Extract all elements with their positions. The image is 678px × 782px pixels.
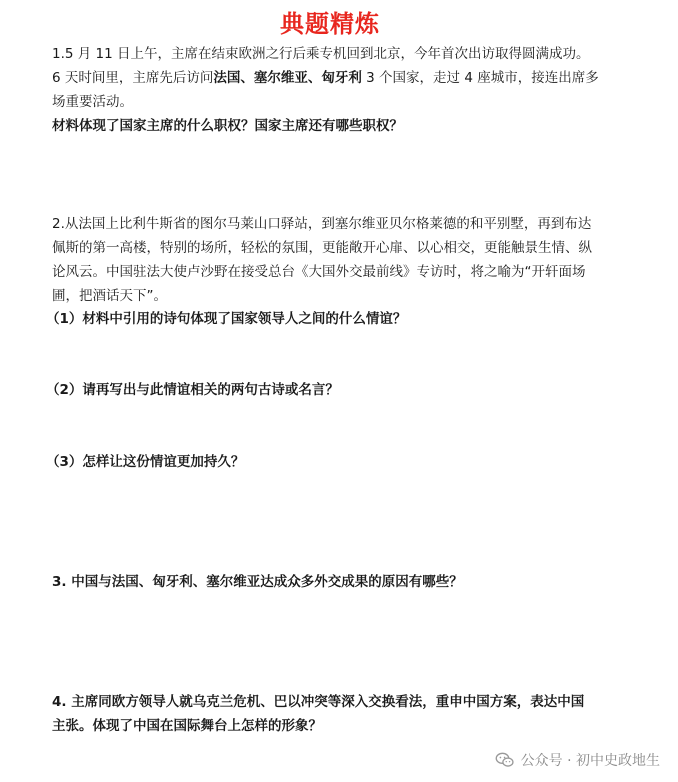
question-1-line-2-end: 3 个国家，走过 4 座城市，接连出席多 [361, 70, 599, 86]
question-2-sub-1: （1）材料中引用的诗句体现了国家领导人之间的什么情谊？ [46, 311, 407, 327]
question-1-prompt: 材料体现了国家主席的什么职权？国家主席还有哪些职权？ [52, 118, 403, 134]
question-4-prompt [52, 690, 612, 738]
question-2-line-2: 佩斯的第一高楼，特别的场所，轻松的氛围，更能敞开心扉、以心相交，更能触景生情、纵 [52, 240, 592, 256]
wechat-icon [495, 750, 515, 770]
question-2-line-3: 论风云。中国驻法大使卢沙野在接受总台《大国外交最前线》专访时，将之喻为“开轩面场 [52, 264, 586, 280]
question-1-countries: 法国、塞尔维亚、匈牙利 [213, 70, 362, 86]
question-2-line-4: 圃，把酒话天下”。 [52, 288, 167, 304]
question-2-sub-2: （2）请再写出与此情谊相关的两句古诗或名言？ [46, 382, 339, 398]
question-4-line-2: 主张。体现了中国在国际舞台上怎样的形象？ [52, 718, 322, 734]
question-1-line-3: 场重要活动。 [52, 94, 133, 110]
page-title: 典题精炼 [280, 10, 380, 38]
question-1-material [52, 42, 612, 138]
question-2-sub-3: （3）怎样让这份情谊更加持久？ [46, 454, 245, 470]
watermark-text: 公众号 · 初中史政地生 [520, 753, 660, 769]
question-4-line-1: 4. 主席同欧方领导人就乌克兰危机、巴以冲突等深入交换看法，重申中国方案，表达中国 [52, 694, 585, 710]
question-1-line-1: 1.5 月 11 日上午，主席在结束欧洲之行后乘专机回到北京，今年首次出访取得圆满成功。 [52, 46, 590, 62]
question-1-line-2-start: 6 天时间里，主席先后访问 [52, 70, 214, 86]
question-1-line-2 [52, 66, 612, 90]
question-3-prompt: 3. 中国与法国、匈牙利、塞尔维亚达成众多外交成果的原因有哪些？ [52, 574, 463, 590]
watermark [495, 750, 660, 770]
question-2-line-1: 2.从法国上比利牛斯省的图尔马莱山口驿站，到塞尔维亚贝尔格莱德的和平别墅，再到布达 [52, 216, 592, 232]
question-2-material [52, 212, 612, 308]
